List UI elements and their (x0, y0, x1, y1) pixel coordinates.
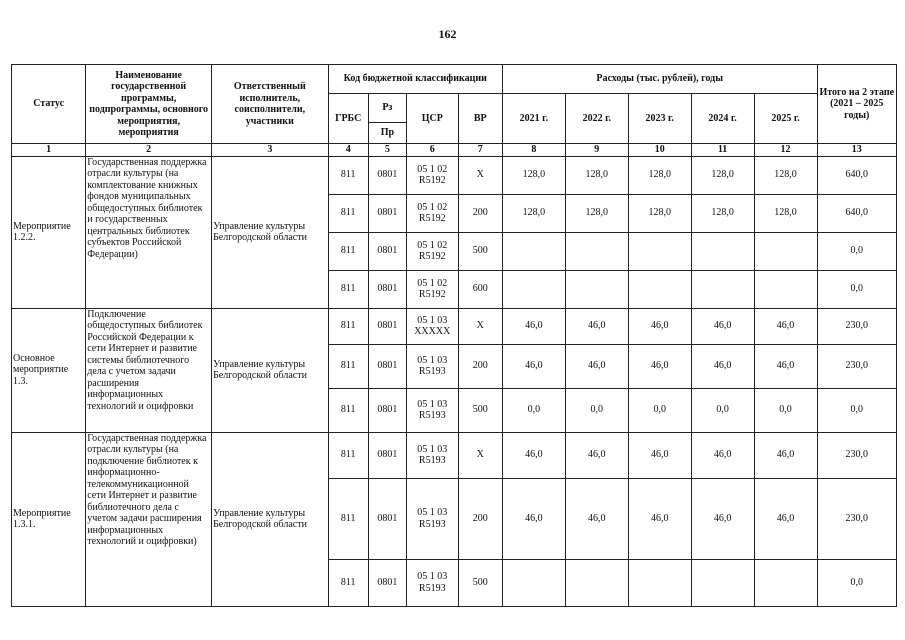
expense-cell: 46,0 (565, 432, 628, 478)
expense-cell: 46,0 (502, 308, 565, 344)
grbs-cell: 811 (328, 344, 368, 388)
expense-cell (628, 270, 691, 308)
column-number: 12 (754, 144, 817, 157)
executor-cell: Управление культуры Белгородской области (212, 156, 329, 308)
csr-code-part: 05 1 02 (417, 239, 448, 251)
total-cell: 0,0 (817, 270, 896, 308)
budget-table (11, 64, 897, 607)
rzpr-cell: 0801 (368, 559, 406, 606)
expense-cell: 128,0 (754, 156, 817, 194)
expense-cell: 128,0 (628, 156, 691, 194)
expense-cell: 46,0 (691, 308, 754, 344)
expense-cell: 46,0 (754, 432, 817, 478)
status-cell: Мероприятие 1.3.1. (12, 432, 86, 606)
header-year-2023: 2023 г. (628, 94, 691, 144)
total-cell: 0,0 (817, 559, 896, 606)
name-cell: Подключение общедоступных библиотек Российской Федерации к сети Интернет и развитие системы библиотечного дела с учетом задачи расширения информационных технологий и оцифровки (86, 308, 212, 432)
expense-cell: 46,0 (628, 478, 691, 559)
column-number: 3 (212, 144, 329, 157)
expense-cell (565, 559, 628, 606)
table-body (12, 156, 897, 606)
vr-cell: X (458, 156, 502, 194)
csr-code-part: 05 1 03 (417, 398, 448, 410)
page-number: 162 (438, 27, 457, 41)
name-cell: Государственная поддержка отрасли культуры (на комплектование книжных фондов муниципальных общедоступных библиотек и государственных центральных библиотек субъектов Российской Федерации) (86, 156, 212, 308)
column-number: 6 (406, 144, 458, 157)
expense-cell: 0,0 (628, 388, 691, 432)
grbs-cell: 811 (328, 270, 368, 308)
expense-cell: 46,0 (754, 344, 817, 388)
grbs-cell: 811 (328, 156, 368, 194)
header-csr: ЦСР (406, 94, 458, 144)
csr-code-part: R5192 (418, 175, 446, 186)
vr-cell: 600 (458, 270, 502, 308)
csr-code-part: 05 1 03 (417, 507, 448, 518)
vr-cell: X (458, 432, 502, 478)
column-number: 11 (691, 144, 754, 157)
expense-cell: 0,0 (754, 388, 817, 432)
column-number: 4 (328, 144, 368, 157)
vr-cell: 500 (458, 388, 502, 432)
column-number: 13 (817, 144, 896, 157)
csr-cell (406, 432, 458, 478)
expense-cell: 46,0 (565, 478, 628, 559)
rzpr-cell: 0801 (368, 432, 406, 478)
expense-cell: 46,0 (628, 344, 691, 388)
total-cell: 230,0 (817, 432, 896, 478)
expense-cell: 46,0 (691, 344, 754, 388)
header-year-2025: 2025 г. (754, 94, 817, 144)
expense-cell (502, 232, 565, 270)
csr-code-part: 05 1 03 (417, 571, 448, 582)
expense-cell: 46,0 (565, 308, 628, 344)
csr-code-part: 05 1 03 (417, 354, 448, 366)
total-cell: 230,0 (817, 308, 896, 344)
header-year-2021: 2021 г. (502, 94, 565, 144)
total-cell: 0,0 (817, 388, 896, 432)
table-row (12, 156, 897, 194)
grbs-cell: 811 (328, 194, 368, 232)
expense-cell (691, 232, 754, 270)
csr-code-part: 05 1 02 (417, 163, 448, 175)
rzpr-cell: 0801 (368, 270, 406, 308)
vr-cell: 500 (458, 559, 502, 606)
total-cell: 0,0 (817, 232, 896, 270)
expense-cell (691, 559, 754, 606)
vr-cell: 200 (458, 344, 502, 388)
csr-cell (406, 194, 458, 232)
csr-code-part: 05 1 02 (417, 201, 448, 213)
expense-cell (628, 232, 691, 270)
vr-cell: 200 (458, 478, 502, 559)
total-cell: 640,0 (817, 156, 896, 194)
rzpr-cell: 0801 (368, 344, 406, 388)
rzpr-cell: 0801 (368, 156, 406, 194)
header-rz: Рз (368, 94, 406, 123)
expense-cell (565, 232, 628, 270)
expense-cell: 128,0 (502, 156, 565, 194)
column-number: 10 (628, 144, 691, 157)
table-row (12, 432, 897, 478)
csr-code-part: XXXXX (414, 326, 451, 337)
expense-cell: 128,0 (502, 194, 565, 232)
header-total: Итого на 2 этапе (2021 – 2025 годы) (817, 65, 896, 144)
csr-cell (406, 344, 458, 388)
expense-cell (754, 232, 817, 270)
csr-code-part: 05 1 03 (417, 314, 448, 326)
expense-cell: 46,0 (754, 308, 817, 344)
expense-cell (754, 270, 817, 308)
csr-cell (406, 232, 458, 270)
column-number-row (12, 144, 897, 157)
header-grbs: ГРБС (328, 94, 368, 144)
expense-cell: 46,0 (565, 344, 628, 388)
header-year-2024: 2024 г. (691, 94, 754, 144)
csr-cell (406, 388, 458, 432)
csr-code-part: R5192 (418, 289, 446, 300)
csr-cell (406, 308, 458, 344)
expense-cell (754, 559, 817, 606)
csr-cell (406, 156, 458, 194)
header-vr: ВР (458, 94, 502, 144)
expense-cell: 128,0 (565, 194, 628, 232)
expense-cell: 46,0 (628, 432, 691, 478)
column-number: 5 (368, 144, 406, 157)
csr-code-part: R5193 (418, 366, 446, 377)
executor-cell: Управление культуры Белгородской области (212, 432, 329, 606)
expense-cell (691, 270, 754, 308)
vr-cell: 500 (458, 232, 502, 270)
column-number: 7 (458, 144, 502, 157)
csr-code-part: R5193 (418, 582, 446, 594)
expense-cell: 128,0 (565, 156, 628, 194)
header-expenses: Расходы (тыс. рублей), годы (502, 65, 817, 94)
csr-cell (406, 559, 458, 606)
column-number: 8 (502, 144, 565, 157)
expense-cell: 128,0 (691, 194, 754, 232)
csr-code-part: R5193 (418, 518, 446, 530)
expense-cell (628, 559, 691, 606)
header-budget-code: Код бюджетной классификации (328, 65, 502, 94)
expense-cell: 46,0 (502, 478, 565, 559)
status-cell: Мероприятие 1.2.2. (12, 156, 86, 308)
total-cell: 230,0 (817, 478, 896, 559)
vr-cell: 200 (458, 194, 502, 232)
total-cell: 230,0 (817, 344, 896, 388)
vr-cell: X (458, 308, 502, 344)
expense-cell: 46,0 (502, 344, 565, 388)
grbs-cell: 811 (328, 559, 368, 606)
column-number: 2 (86, 144, 212, 157)
total-cell: 640,0 (817, 194, 896, 232)
rzpr-cell: 0801 (368, 388, 406, 432)
name-cell: Государственная поддержка отрасли культуры (на подключение библиотек к информационно-телекоммуникационной сети Интернет и развитие библиотечного дела с учетом задачи расширения информационных технологий и оцифровки) (86, 432, 212, 606)
header-name: Наименование государственной программы, подпрограммы, основного мероприятия, мероприятия (86, 65, 212, 144)
header-status: Статус (12, 65, 86, 144)
grbs-cell: 811 (328, 308, 368, 344)
csr-code-part: 05 1 02 (417, 277, 448, 289)
grbs-cell: 811 (328, 232, 368, 270)
expense-cell: 46,0 (691, 478, 754, 559)
expense-cell: 46,0 (691, 432, 754, 478)
header-year-2022: 2022 г. (565, 94, 628, 144)
expense-cell (565, 270, 628, 308)
rzpr-cell: 0801 (368, 194, 406, 232)
expense-cell: 128,0 (754, 194, 817, 232)
csr-code-part: R5192 (418, 213, 446, 224)
expense-cell: 46,0 (628, 308, 691, 344)
expense-cell (502, 270, 565, 308)
rzpr-cell: 0801 (368, 478, 406, 559)
expense-cell: 128,0 (628, 194, 691, 232)
expense-cell: 46,0 (502, 432, 565, 478)
csr-cell (406, 478, 458, 559)
header-executor: Ответственный исполнитель, соисполнители, участники (212, 65, 329, 144)
csr-code-part: R5192 (418, 251, 446, 262)
expense-cell: 0,0 (691, 388, 754, 432)
grbs-cell: 811 (328, 432, 368, 478)
grbs-cell: 811 (328, 478, 368, 559)
expense-cell: 128,0 (691, 156, 754, 194)
expense-cell: 46,0 (754, 478, 817, 559)
table-row (12, 308, 897, 344)
expense-cell (502, 559, 565, 606)
expense-cell: 0,0 (502, 388, 565, 432)
column-number: 1 (12, 144, 86, 157)
rzpr-cell: 0801 (368, 308, 406, 344)
expense-cell: 0,0 (565, 388, 628, 432)
csr-code-part: 05 1 03 (417, 443, 448, 455)
csr-cell (406, 270, 458, 308)
csr-code-part: R5193 (418, 410, 446, 421)
executor-cell: Управление культуры Белгородской области (212, 308, 329, 432)
csr-code-part: R5193 (418, 455, 446, 466)
column-number: 9 (565, 144, 628, 157)
rzpr-cell: 0801 (368, 232, 406, 270)
status-cell: Основное мероприятие 1.3. (12, 308, 86, 432)
grbs-cell: 811 (328, 388, 368, 432)
header-pr: Пр (368, 123, 406, 144)
